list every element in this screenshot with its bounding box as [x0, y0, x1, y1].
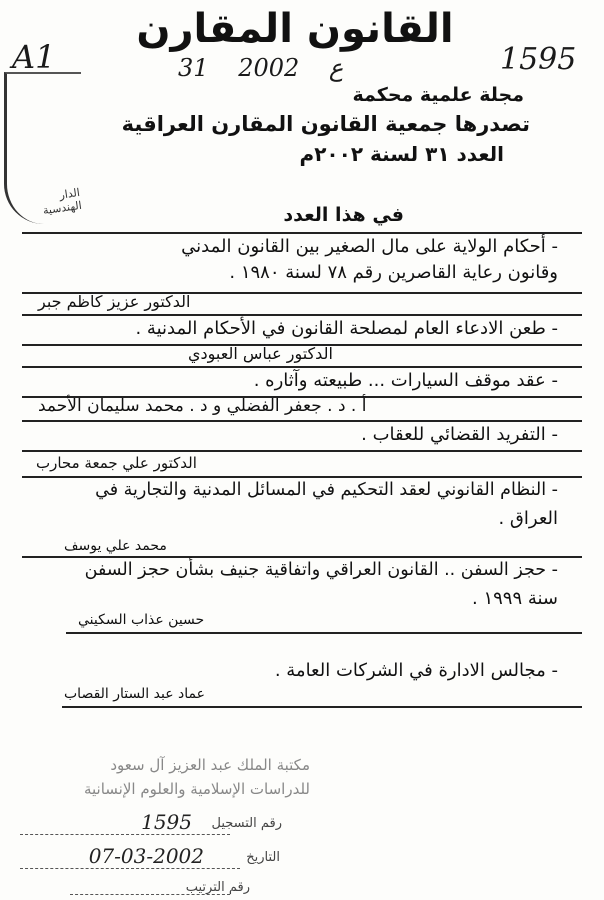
article-4-title: - التفريد القضائي للعقاب .: [361, 424, 558, 445]
divider: [22, 366, 582, 368]
stamp-shelf-label: رقم الترتيب: [185, 880, 250, 895]
stamp-register-label: رقم التسجيل: [211, 816, 282, 831]
article-2-title: - طعن الادعاء العام لمصلحة القانون في الأحكام المدنية .: [135, 318, 558, 339]
divider: [66, 632, 582, 634]
article-6-title-line2: سنة ١٩٩٩ .: [471, 588, 558, 609]
article-6-author: حسين عذاب السكيني: [78, 612, 205, 628]
journal-publisher: تصدرها جمعية القانون المقارن العراقية: [121, 112, 530, 136]
article-1-author: الدكتور عزيز كاظم جبر: [38, 292, 191, 311]
handwritten-code: A1: [12, 38, 56, 76]
article-5-title-line1: - النظام القانوني لعقد التحكيم في المسائل المدنية والتجارية في: [95, 480, 558, 500]
handwritten-year: 2002: [238, 54, 300, 82]
section-title: في هذا العدد: [283, 204, 404, 226]
handwritten-issue: 31: [178, 54, 209, 82]
divider: [22, 232, 582, 234]
article-7-author: عماد عبد الستار القصاب: [64, 686, 205, 702]
divider: [22, 420, 582, 422]
stamp-date-value: 07-03-2002: [88, 844, 204, 868]
article-3-author: أ . د . جعفر الفضلي و د . محمد سليمان الأحمد: [38, 396, 367, 416]
journal-type: مجلة علمية محكمة: [352, 84, 524, 106]
stamp-register-line: [20, 834, 230, 835]
article-5-author: محمد علي يوسف: [64, 538, 167, 554]
article-2-author: الدكتور عباس العبودي: [188, 344, 333, 363]
stamp-date-label: التاريخ: [246, 850, 280, 865]
stamp-top-text: الدار الهندسية: [42, 185, 83, 218]
article-4-author: الدكتور علي جمعة محارب: [36, 454, 197, 472]
article-1-title-line1: - أحكام الولاية على مال الصغير بين القانون المدني: [181, 236, 558, 257]
stamp-register-value: 1595: [141, 810, 192, 834]
article-6-title-line1: - حجز السفن .. القانون العراقي واتفاقية جنيف بشأن حجز السفن: [84, 560, 558, 580]
divider: [22, 314, 582, 316]
article-7-title: - مجالس الادارة في الشركات العامة .: [274, 660, 558, 681]
stamp-shelf-line: [70, 894, 230, 895]
library-stamp-top: [4, 72, 81, 224]
stamp-library-name: مكتبة الملك عبد العزيز آل سعود: [110, 756, 310, 774]
divider: [22, 450, 582, 452]
divider: [22, 476, 582, 478]
divider: [62, 706, 582, 708]
article-5-title-line2: العراق .: [498, 508, 558, 529]
handwritten-number: 1595: [500, 42, 577, 77]
article-1-title-line2: وقانون رعاية القاصرين رقم ٧٨ لسنة ١٩٨٠ .: [229, 262, 558, 283]
handwritten-issue-date: [178, 54, 365, 82]
handwritten-letter: ع: [328, 54, 344, 82]
library-stamp-bottom: [10, 738, 310, 898]
journal-issue: العدد ٣١ لسنة ٢٠٠٢م: [299, 142, 504, 166]
stamp-date-line: [20, 868, 240, 869]
article-3-title: - عقد موقف السيارات ... طبيعته وآثاره .: [253, 370, 558, 391]
stamp-library-subtitle: للدراسات الإسلامية والعلوم الإنسانية: [83, 780, 310, 798]
journal-title: القانون المقارن: [136, 6, 454, 52]
divider: [22, 556, 582, 558]
